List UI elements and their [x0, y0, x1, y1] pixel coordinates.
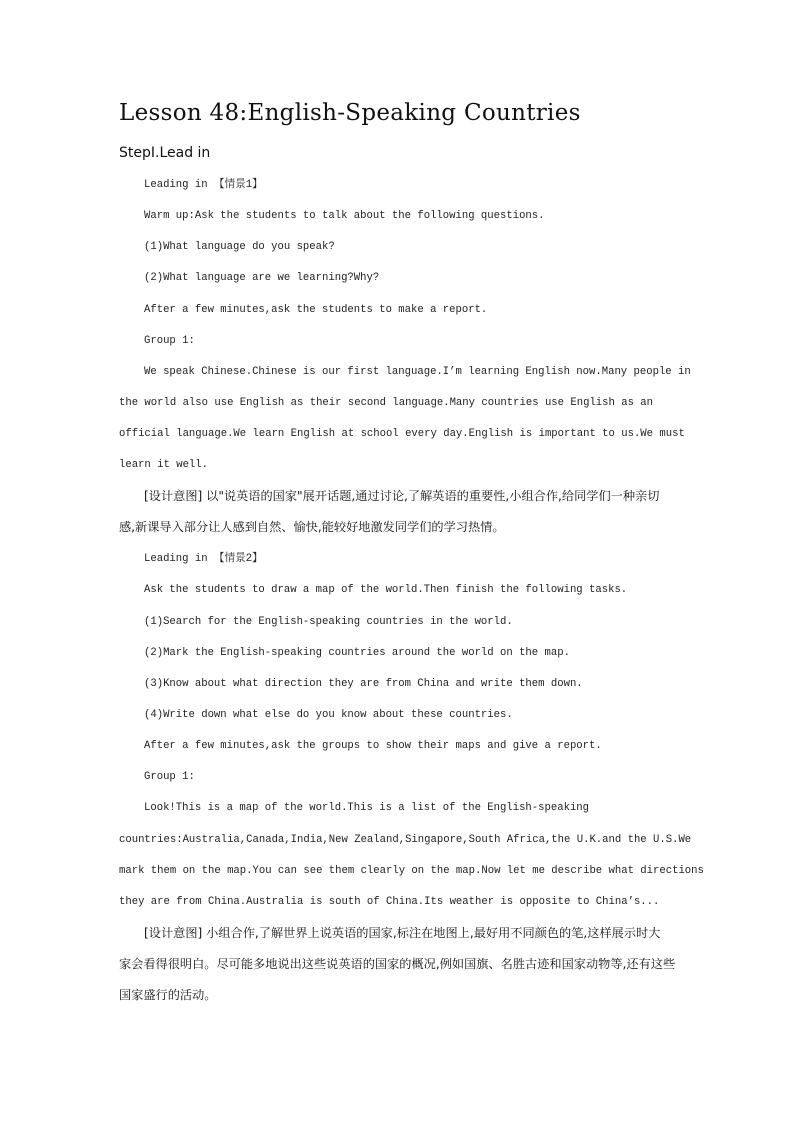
question-1: (1)What language do you speak? [144, 241, 335, 253]
design-intent-line: [设计意图] 以"说英语的国家"展开话题,通过讨论,了解英语的重要性,小组合作,给同学们一种亲切 [144, 489, 660, 503]
design-intent-line: 家会看得很明白。尽可能多地说出这些说英语的国家的概况,例如国旗、名胜古迹和国家动物等,还有这些 [119, 957, 676, 971]
answer-paragraph-line: official language.We learn English at school every day.English is important to us.We must [119, 428, 685, 440]
step-heading: StepⅠ.Lead in [119, 145, 211, 161]
section2-heading: Leading in 【情景2】 [144, 553, 263, 565]
group-label: Group 1: [144, 335, 195, 347]
task-3: (3)Know about what direction they are from China and write them down. [144, 678, 583, 690]
map-instruction: Ask the students to draw a map of the world.Then finish the following tasks. [144, 584, 628, 596]
task-1: (1)Search for the English-speaking countries in the world. [144, 616, 513, 628]
answer-paragraph-line: Look!This is a map of the world.This is a list of the English-speaking [144, 802, 590, 814]
design-intent-line: 国家盛行的活动。 [119, 988, 217, 1002]
answer-paragraph-line: the world also use English as their second language.Many countries use English as an [119, 397, 654, 409]
answer-paragraph-line: learn it well. [119, 459, 209, 471]
answer-paragraph-line: countries:Australia,Canada,India,New Zealand,Singapore,South Africa,the U.K.and the U.S.We [119, 834, 692, 846]
section1-heading: Leading in 【情景1】 [144, 179, 263, 191]
report-instruction: After a few minutes,ask the groups to show their maps and give a report. [144, 740, 602, 752]
report-instruction: After a few minutes,ask the students to make a report. [144, 304, 488, 316]
answer-paragraph-line: We speak Chinese.Chinese is our first language.I’m learning English now.Many people in [144, 366, 691, 378]
design-intent-line: 感,新课导入部分让人感到自然、愉快,能较好地激发同学们的学习热情。 [119, 520, 505, 534]
design-intent-line: [设计意图] 小组合作,了解世界上说英语的国家,标注在地图上,最好用不同颜色的笔,这样展示时大 [144, 926, 661, 940]
task-2: (2)Mark the English-speaking countries around the world on the map. [144, 647, 570, 659]
answer-paragraph-line: mark them on the map.You can see them clearly on the map.Now let me describe what directions [119, 865, 704, 877]
task-4: (4)Write down what else do you know about these countries. [144, 709, 513, 721]
answer-paragraph-line: they are from China.Australia is south of China.Its weather is opposite to China’s... [119, 896, 660, 908]
group-label: Group 1: [144, 771, 195, 783]
page-title: Lesson 48:English-Speaking Countries [119, 100, 581, 126]
question-2: (2)What language are we learning?Why? [144, 272, 380, 284]
warmup-instruction: Warm up:Ask the students to talk about the following questions. [144, 210, 545, 222]
